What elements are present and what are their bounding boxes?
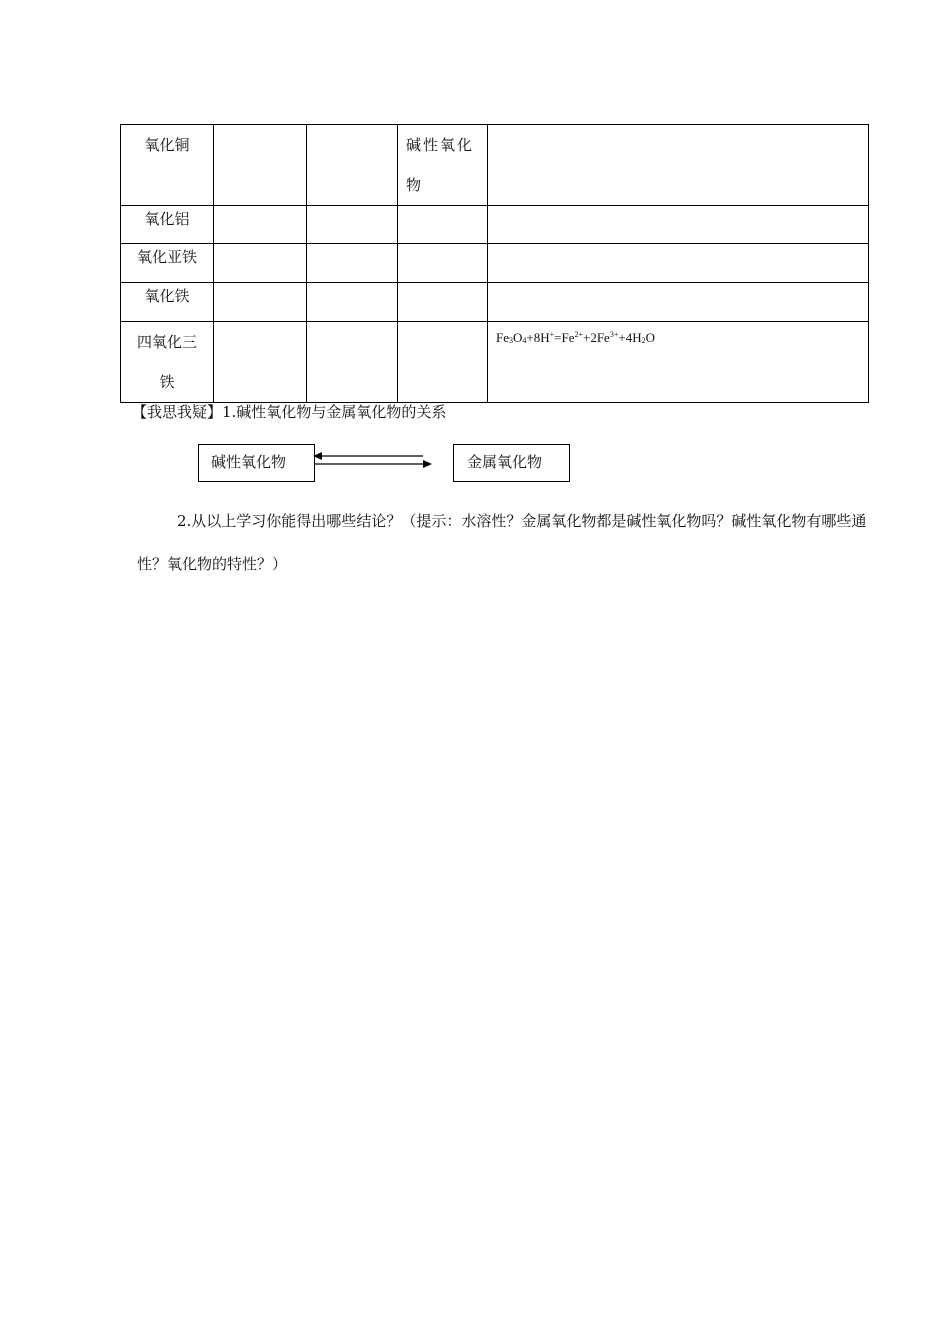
oxide-name-cell (121, 322, 214, 403)
oxide-properties-table (120, 124, 869, 403)
question-1: 【我思我疑】1.碱性氧化物与金属氧化物的关系 (132, 403, 447, 421)
relation-arrows (312, 448, 436, 472)
empty-cell (398, 322, 488, 403)
empty-cell (398, 206, 488, 244)
empty-cell (488, 283, 869, 322)
empty-cell (488, 206, 869, 244)
oxide-name: 氧化铜 (144, 136, 190, 154)
oxide-name-cell (121, 206, 214, 244)
empty-cell (214, 283, 307, 322)
oxide-name-cell (121, 125, 214, 206)
oxide-name: 氧化亚铁 (136, 248, 197, 266)
oxide-name-cell (121, 283, 214, 322)
table-row-ferrous-oxide (121, 244, 869, 283)
table-row-aluminum-oxide (121, 206, 869, 244)
ionic-equation-cell (488, 322, 869, 403)
empty-cell (214, 244, 307, 283)
arrow-right-head (423, 460, 432, 468)
empty-cell (307, 322, 398, 403)
oxide-name: 氧化铁 (144, 287, 190, 305)
question-2: 2.从以上学习你能得出哪些结论？（提示：水溶性？金属氧化物都是碱性氧化物吗？碱性氧化物有哪些通性？氧化物的特性？） (137, 512, 867, 573)
table-row-iron-tetroxide (121, 322, 869, 403)
empty-cell (214, 125, 307, 206)
oxide-name-cell (121, 244, 214, 283)
oxide-class-line: 物 (406, 176, 424, 194)
ionic-equation: $Fe_3O_4+8H^+=Fe^{2+}+2Fe^{3+}+4H_2O$ (496, 330, 655, 345)
empty-cell (214, 322, 307, 403)
empty-cell (307, 206, 398, 244)
table-row-copper-oxide (121, 125, 869, 206)
arrow-left-head (313, 452, 322, 460)
oxide-name: 氧化铝 (144, 210, 190, 228)
empty-cell (307, 283, 398, 322)
empty-cell (307, 244, 398, 283)
empty-cell (398, 283, 488, 322)
empty-cell (398, 244, 488, 283)
empty-cell (488, 125, 869, 206)
oxide-class-line: 碱性氧化 (406, 136, 475, 154)
metal-oxide-box: 金属氧化物 (453, 444, 570, 482)
oxide-name: 四氧化三 (136, 333, 197, 351)
oxide-class-cell (398, 125, 488, 206)
empty-cell (214, 206, 307, 244)
empty-cell (307, 125, 398, 206)
table-row-ferric-oxide (121, 283, 869, 322)
oxide-name: 铁 (159, 373, 175, 391)
basic-oxide-box: 碱性氧化物 (198, 444, 315, 482)
empty-cell (488, 244, 869, 283)
